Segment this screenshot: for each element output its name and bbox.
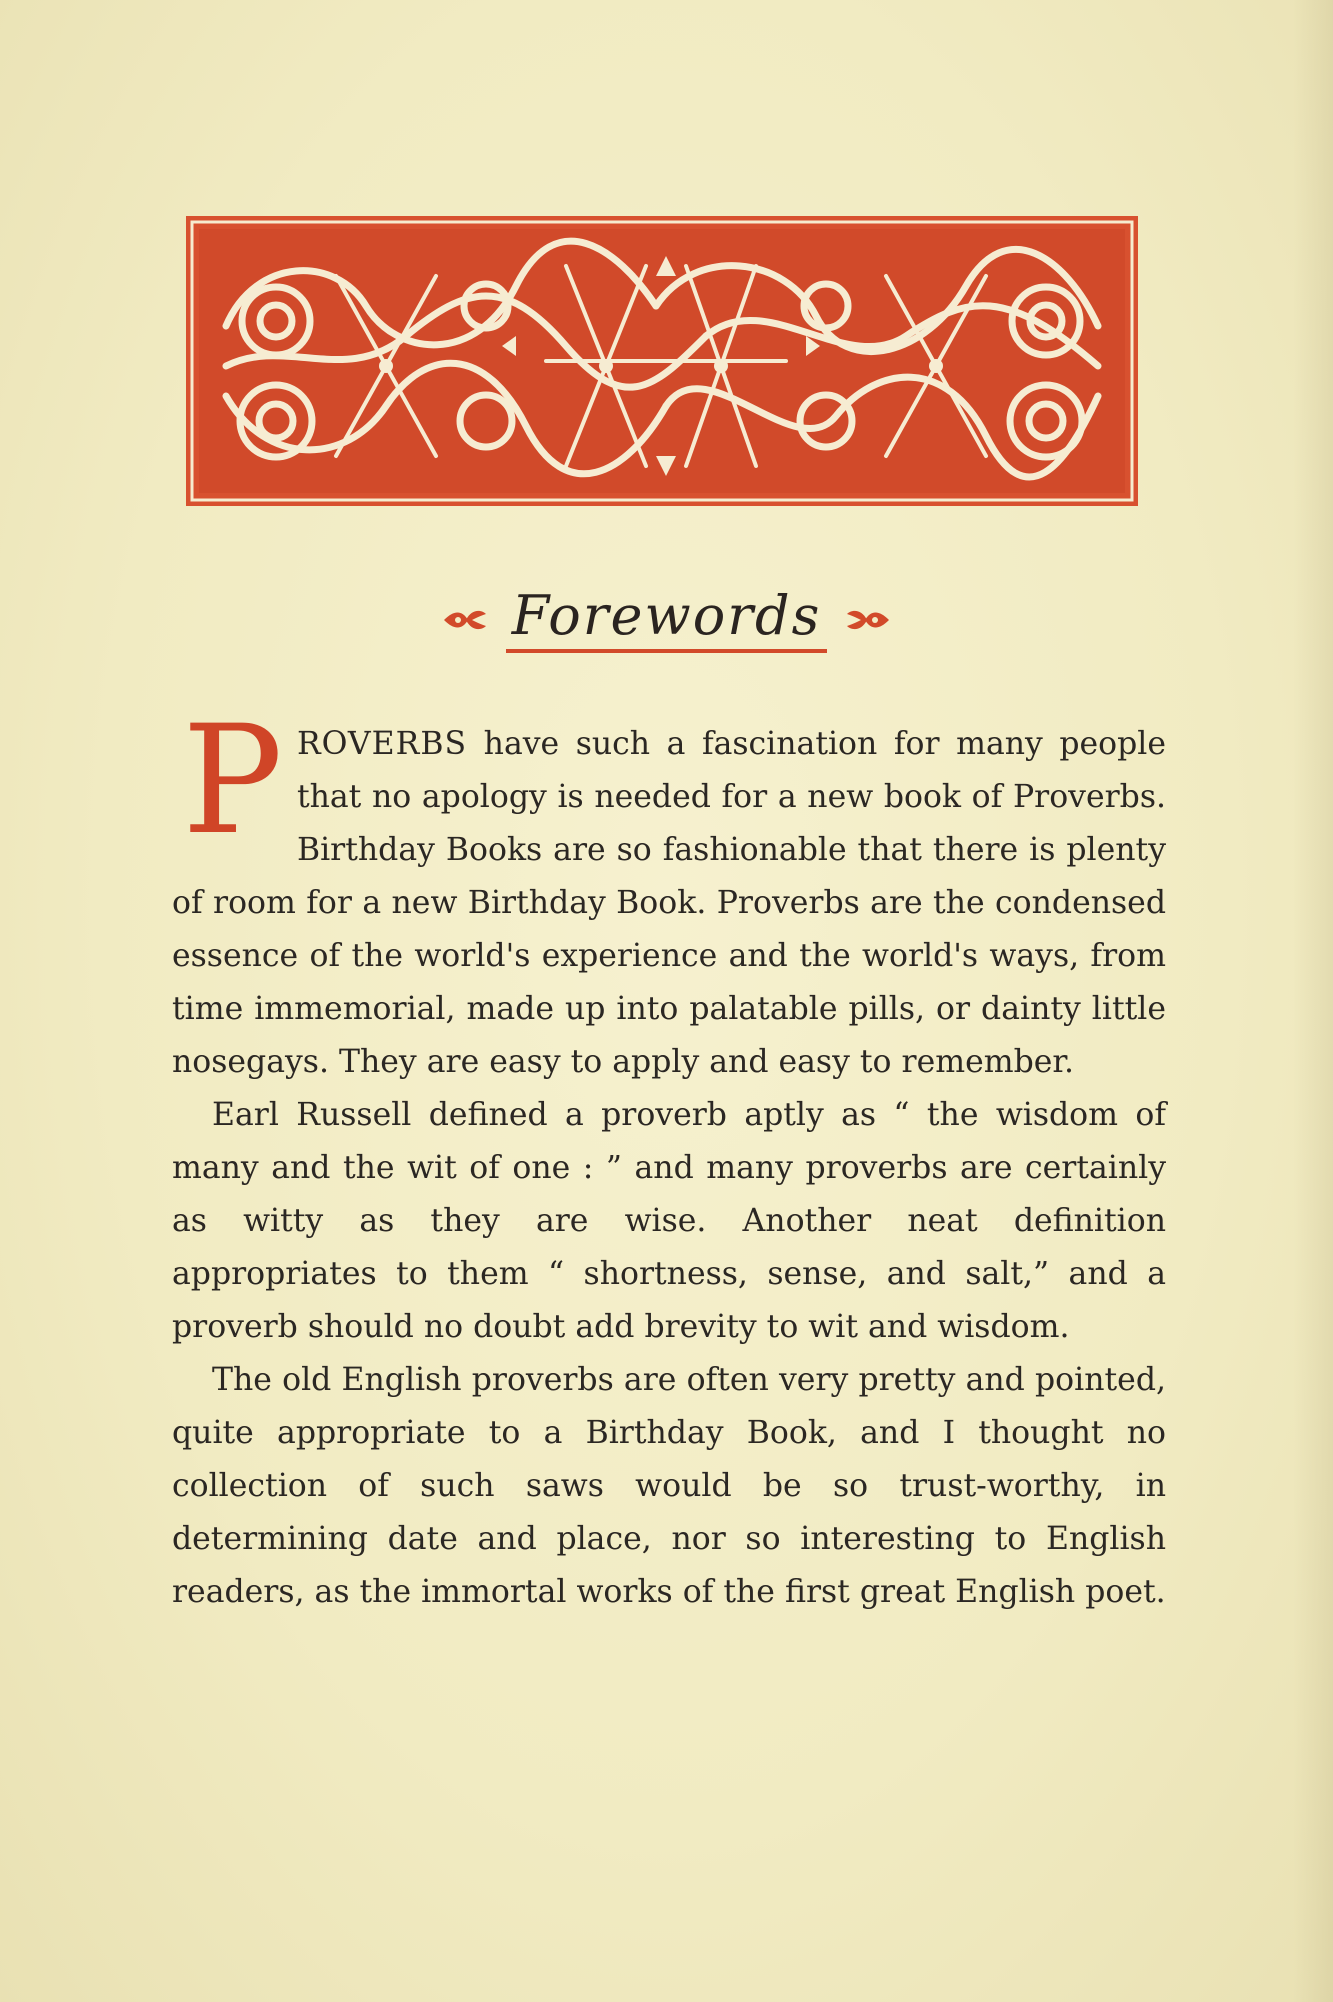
fleuron-left-icon bbox=[442, 606, 488, 634]
drop-cap: P bbox=[182, 694, 283, 868]
heading-block bbox=[0, 586, 1333, 666]
paragraph-3: The old English proverbs are often very pretty and pointed, quite appropriate to a Birthday Book, and I thought no collection of such saws would be so trust-worthy, in determining date and place, nor so interesting to English readers, as the immortal works of the first great English poet. bbox=[172, 1362, 1166, 1610]
lead-word: ROVERBS bbox=[296, 726, 468, 762]
page-edge-shadow bbox=[1293, 0, 1333, 2002]
paragraph-1-text: have such a fascination for many people that no apology is needed for a new book of Proverbs. Birthday Books are so fashionable that there is plenty of room for a new Birthday Book. Proverbs are the condensed essence of the world's experience and the world's ways, from time immemorial, made up into palatable pills, or dainty little nosegays. They are easy to apply and easy to remember. bbox=[172, 726, 1166, 1080]
fleuron-right-icon bbox=[845, 606, 891, 634]
page-title: Forewords bbox=[506, 586, 828, 653]
paragraph-1 bbox=[172, 694, 1166, 1089]
celtic-knot-ornament bbox=[186, 216, 1138, 506]
paragraph-2: Earl Russell defined a proverb aptly as “ the wisdom of many and the wit of one : ” and many proverbs are certainly as witty as they are wise. Another neat definition appropriates to them “ shortness, sense, and salt,” and a proverb should no doubt add brevity to wit and wisdom. bbox=[172, 1097, 1166, 1345]
foreword-body bbox=[172, 694, 1166, 1619]
